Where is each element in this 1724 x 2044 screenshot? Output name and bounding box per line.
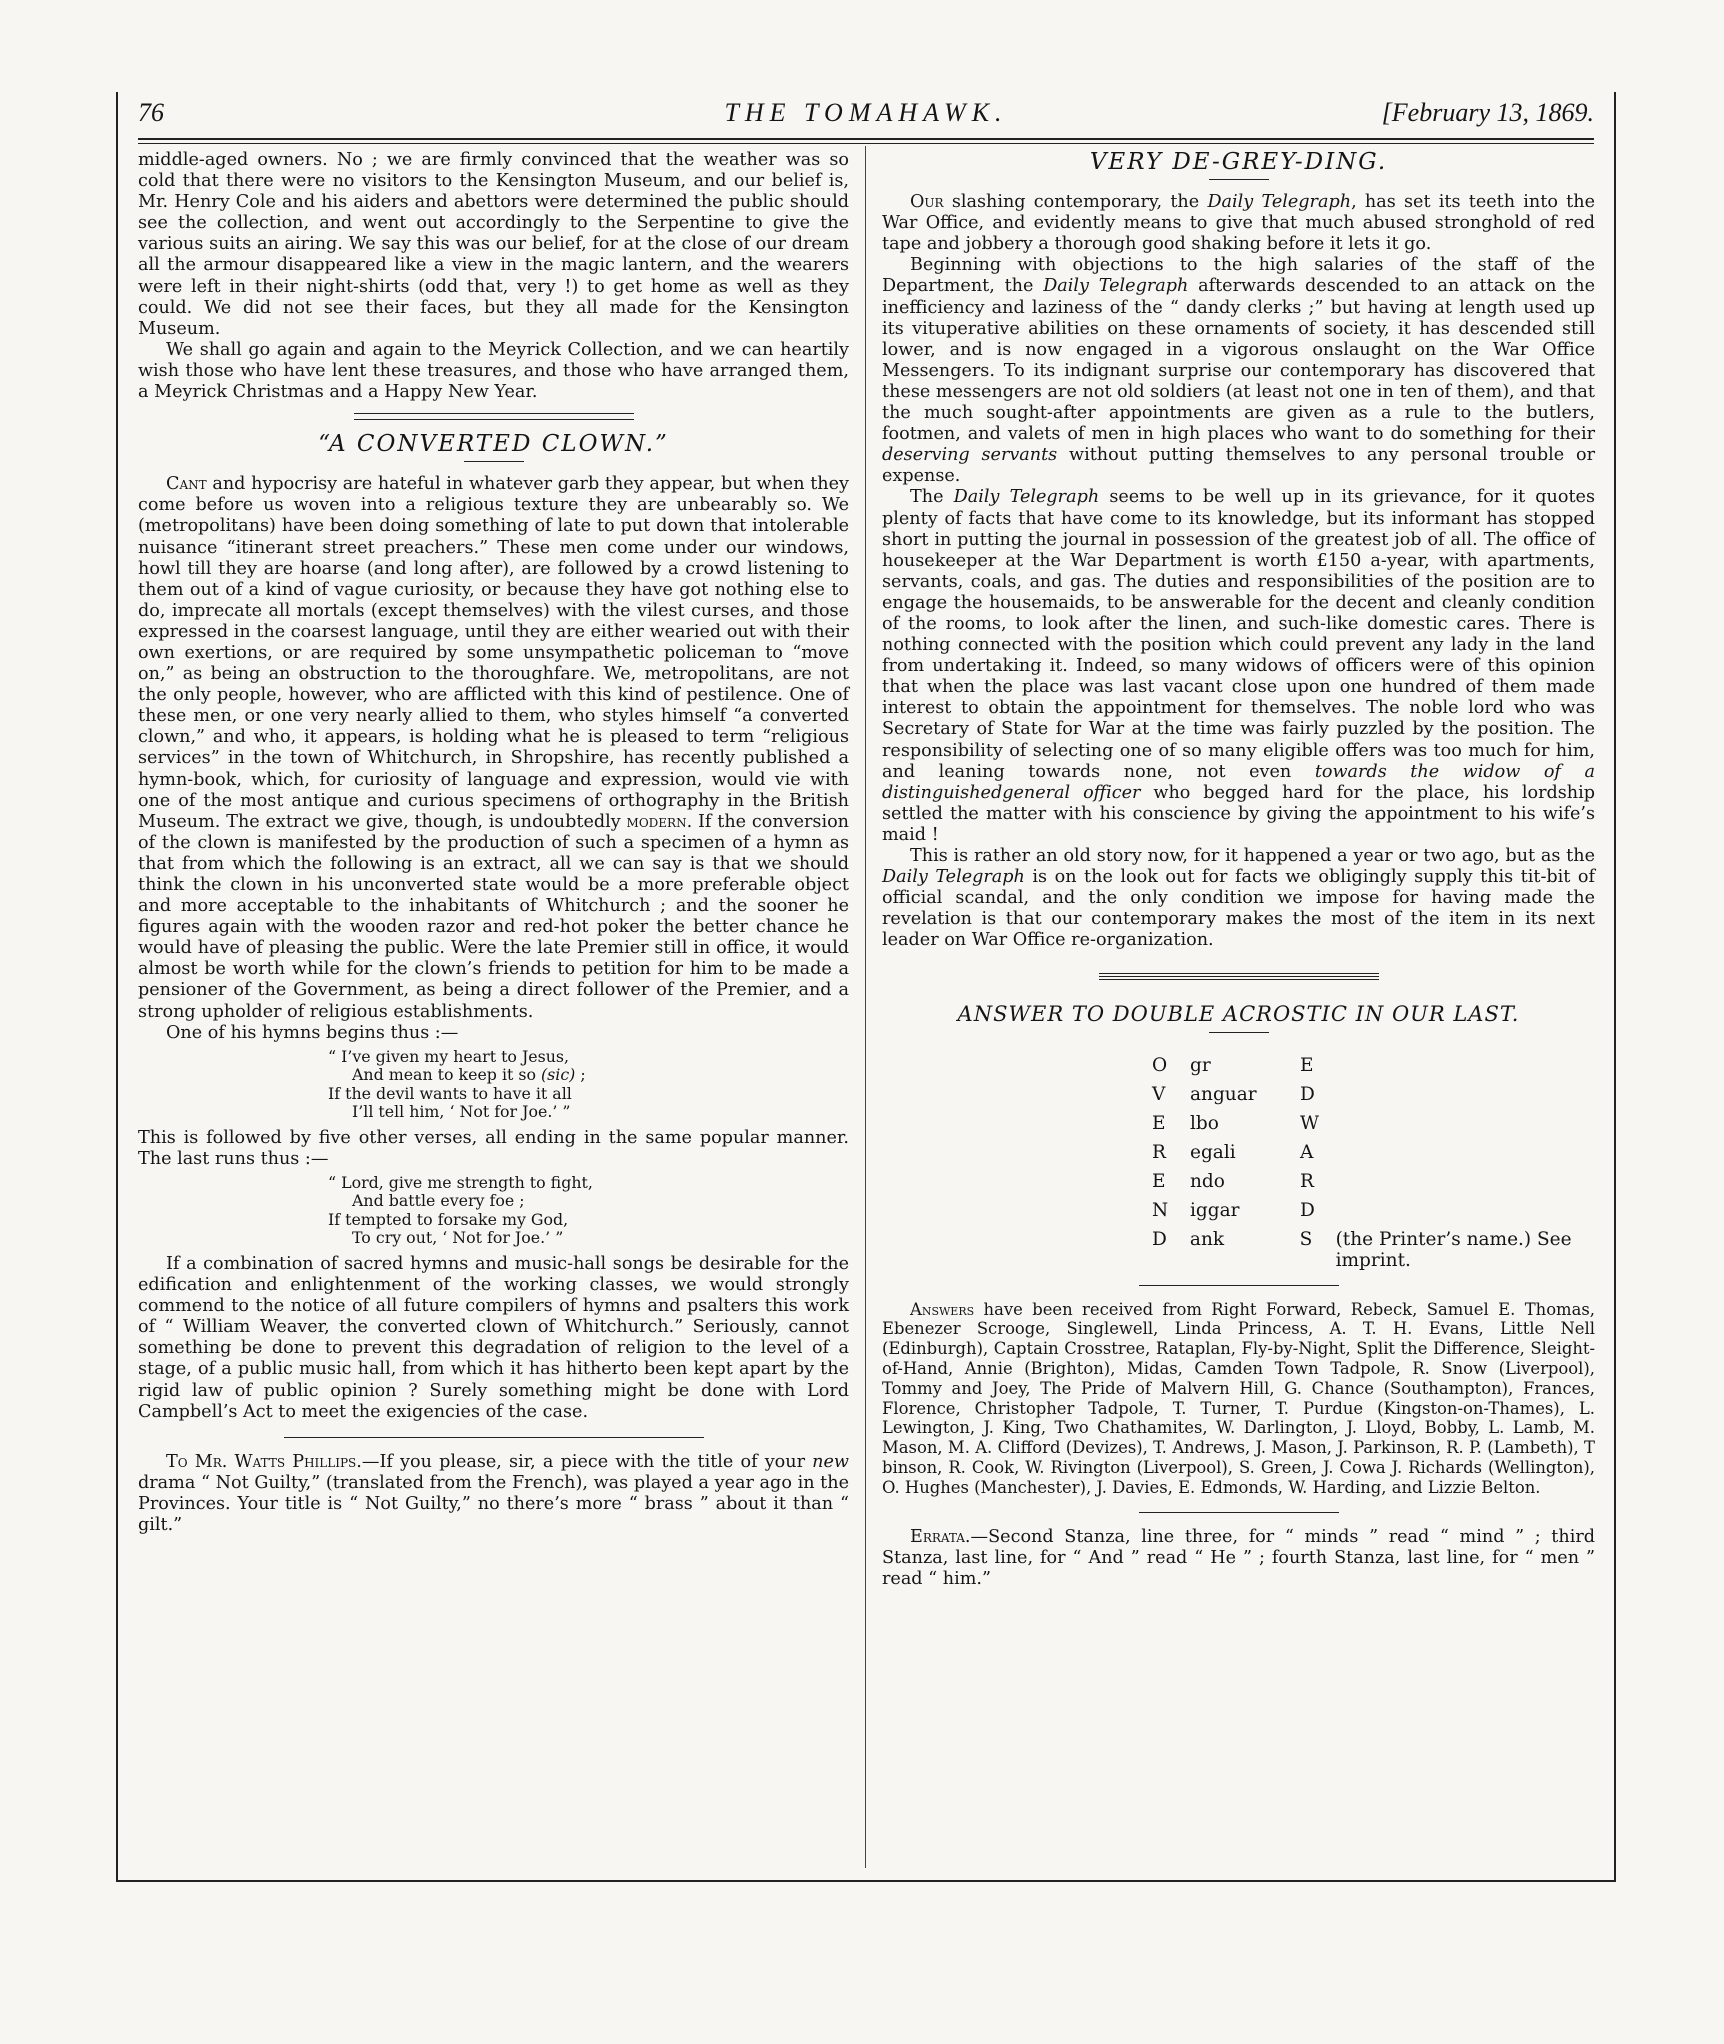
acrostic-final: E bbox=[1300, 1054, 1314, 1076]
italic-word: officer bbox=[1070, 782, 1141, 803]
text-run: afterwards descended to an attack on the inefficiency and laziness of the “ dandy clerks ;” but having at length used up its vituperative abilities on these ornaments of society, it has descended still lower, and is now engaged in a vigorous onslaught on the War Office Messengers. To its indignant surprise our contemporary has discovered that these messengers are not old soldiers (at least not one in ten of them), and that the much sought-after appointments are given as a rule to the butlers, footmen, and valets of men in high places who want to do something for their bbox=[882, 276, 1595, 445]
hymn-line: If the devil wants to have it all bbox=[328, 1083, 572, 1103]
acrostic-row bbox=[1152, 1138, 1595, 1167]
newspaper-page bbox=[116, 92, 1616, 1882]
acrostic-initial: R bbox=[1152, 1141, 1166, 1163]
acrostic-initial: D bbox=[1152, 1228, 1167, 1250]
hymn-line: “ I’ve given my heart to Jesus, bbox=[328, 1046, 570, 1066]
clown-paragraph-4: If a combination of sacred hymns and music-hall songs be desirable for the edification and enlightenment of the working classes, we would strongly commend to the notice of all future compilers of hymns and psalters this work of “ William Weaver, the converted clown of Whitchurch.” Seriously, cannot something be done to prevent this degradation of religion to the level of a stage, of a public music hall, from which it has hitherto been kept apart by the rigid law of public opinion ? Surely something might be done with Lord Campbell’s Act to meet the exigencies of the case. bbox=[138, 1253, 849, 1422]
acrostic-middle: anguar bbox=[1190, 1083, 1257, 1105]
acrostic-middle: ndo bbox=[1190, 1170, 1225, 1192]
section-divider bbox=[354, 413, 634, 420]
note-lead: To Mr. Watts Phillips. bbox=[166, 1451, 362, 1472]
hymn-line: If tempted to forsake my God, bbox=[328, 1209, 569, 1229]
text-run: Beginning with objections to the high salaries of the staff of the Department, the bbox=[882, 255, 1595, 297]
hymn-line: And battle every foe ; bbox=[352, 1191, 525, 1211]
article-heading-converted-clown: “A CONVERTED CLOWN.” bbox=[318, 431, 669, 458]
hymn-excerpt-1 bbox=[328, 1048, 849, 1122]
right-column bbox=[882, 150, 1595, 1590]
italic-word: new bbox=[812, 1451, 849, 1472]
text-run: slashing contemporary, the bbox=[943, 192, 1208, 213]
acrostic-row bbox=[1152, 1080, 1595, 1109]
italic-word: general bbox=[1002, 782, 1071, 803]
text-run: ; bbox=[575, 1065, 586, 1085]
acrostic-middle: lbo bbox=[1190, 1112, 1219, 1134]
article-heading-very-de-grey-ding: VERY DE-GREY-DING. bbox=[1089, 149, 1388, 175]
text-run: who begged hard for the place, his lordship settled the matter with his conscience by giving the appointment to his wife’s maid ! bbox=[882, 782, 1595, 845]
acrostic-row bbox=[1152, 1196, 1595, 1225]
hymn-line: “ Lord, give me strength to fight, bbox=[328, 1172, 593, 1192]
text-run: without putting themselves to any personal trouble or expense. bbox=[882, 445, 1595, 487]
acrostic-solution bbox=[1152, 1051, 1595, 1271]
hymn-line: To cry out, ‘ Not for Joe.’ ” bbox=[352, 1228, 564, 1248]
page-header bbox=[138, 98, 1594, 134]
publication-name: Daily Telegraph bbox=[953, 487, 1100, 508]
acrostic-final: W bbox=[1300, 1112, 1320, 1134]
errata-note bbox=[882, 1527, 1595, 1590]
acrostic-initial: O bbox=[1152, 1054, 1168, 1076]
acrostic-row bbox=[1152, 1109, 1595, 1138]
masthead-title: THE TOMAHAWK. bbox=[724, 98, 1008, 127]
text-run: . If the conversion of the clown is manifested by the production of such a specimen of a hymn as that from which the following is an extract, all we can say is that we should think the clown in his unconverted state would be a more preferable object and more acceptable to the inhabitants of Whitchurch ; and the sooner he figures again with the wooden razor and red-hot poker the better chance he would have of pleasing the public. Were the late Premier still in office, it would almost be worth while for the clown’s friends to petition for him to be made a pensioner of the Government, as being a direct follower of the Premier, and a strong upholder of religious establishments. bbox=[138, 811, 850, 1022]
clown-paragraph-2: One of his hymns begins thus :— bbox=[166, 1022, 459, 1043]
hymn-line bbox=[328, 1066, 849, 1085]
sic-note: (sic) bbox=[541, 1065, 576, 1085]
text-run: , has set its teeth into the War Office, and evidently means to give that much abused stronghold of red tape and jobbery a thorough good shaking before it lets it go. bbox=[882, 192, 1595, 255]
acrostic-final: S bbox=[1299, 1228, 1313, 1250]
degreyding-paragraph-1 bbox=[882, 192, 1595, 255]
column-divider bbox=[865, 146, 866, 1868]
text-run: and hypocrisy are hateful in whatever garb they appear, but when they come before us woven into a religious texture they are unbearably so. We (metropolitans) have been doing something of late to put down that intolerable nuisance “itinerant street preachers.” These men come under our windows, howl till they are hoarse (and long after), are followed by a crowd listening to them out of a kind of vague curiosity, or because they have got nothing else to do, imprecate all mortals (except themselves) with the vilest curses, and those expressed in the coarsest language, until they are either wearied out with their own exertions, or are required by some unsympathetic policeman to “move on,” as being an obstruction to the thoroughfare. We, metropolitans, are not the only people, however, who are afflicted with this kind of pestilence. One of these men, or one very nearly allied to them, who styles himself “a converted clown,” and who, it appears, is holding what he is pleased to term “religious services” in the town of Whitchurch, in Shropshire, has recently published a hymn-book, which, for curiosity of language and expression, would vie with one of the most antique and curious specimens of orthography in the British Museum. The extract we give, though, is undoubtedly bbox=[138, 474, 849, 832]
small-caps-word: modern bbox=[626, 811, 687, 832]
clown-paragraph-3: This is followed by five other verses, all ending in the same popular manner. The last runs thus :— bbox=[138, 1127, 849, 1169]
left-column bbox=[138, 150, 849, 1536]
section-divider bbox=[1099, 973, 1379, 980]
page-number: 76 bbox=[138, 98, 164, 127]
acrostic-initial: E bbox=[1152, 1112, 1166, 1134]
acrostic-middle: ank bbox=[1189, 1228, 1225, 1250]
article-heading-acrostic-answer: ANSWER TO DOUBLE ACROSTIC IN OUR LAST. bbox=[957, 1002, 1520, 1027]
issue-date: [February 13, 1869. bbox=[1381, 98, 1594, 127]
acrostic-initial: V bbox=[1152, 1083, 1166, 1105]
publication-name: Daily Telegraph bbox=[1043, 276, 1189, 297]
acrostic-row bbox=[1152, 1051, 1595, 1080]
acrostic-final: D bbox=[1300, 1199, 1315, 1221]
hymn-line: I’ll tell him, ‘ Not for Joe.’ ” bbox=[352, 1102, 571, 1122]
meyrick-paragraph-end: middle-aged owners. No ; we are firmly convinced that the weather was so cold that there were no visitors to the Kensington Museum, and our belief is, Mr. Henry Cole and his aiders and abettors were determined the public should see the collection, and went out accordingly to the Serpentine to give the various suits an airing. We say this was our belief, for at the close of our dream all the armour disappeared like a view in the magic lantern, and the wearers were left in their night-shirts (odd that, very !) to get home as well as they could. We did not see their faces, but they all made for the Kensington Museum. bbox=[138, 150, 849, 339]
acrostic-initial: N bbox=[1152, 1199, 1169, 1221]
section-divider bbox=[284, 1437, 704, 1438]
hymn-excerpt-2 bbox=[328, 1174, 849, 1248]
acrostic-final: R bbox=[1300, 1170, 1314, 1192]
text-run: is on the look out for facts we obligingly supply this tit-bit of official scandal, and the only condition we impose for having made the revelation is that our contemporary makes the most of the item in its next leader on War Office re-organization. bbox=[882, 867, 1595, 951]
clown-paragraph-1 bbox=[138, 474, 849, 1022]
section-divider bbox=[1139, 1285, 1339, 1286]
meyrick-closing-paragraph: We shall go again and again to the Meyrick Collection, and we can heartily wish those who have lent these treasures, and those who have arranged them, a Meyrick Christmas and a Happy New Year. bbox=[138, 339, 849, 403]
acrostic-initial: E bbox=[1152, 1170, 1166, 1192]
degreyding-paragraph-2 bbox=[882, 255, 1595, 487]
acrostic-middle: egali bbox=[1190, 1141, 1236, 1163]
text-run: And mean to keep it so bbox=[352, 1065, 541, 1085]
answers-received-list bbox=[882, 1300, 1595, 1498]
heading-rule bbox=[1209, 1032, 1269, 1033]
text-run: drama “ Not Guilty,” (translated from the French), was played a year ago in the Provinces. Your title is “ Not Guilty,” no there’s more “ brass ” about it than “ gilt.” bbox=[138, 1472, 849, 1535]
drop-word: Answers bbox=[910, 1299, 975, 1319]
acrostic-middle: gr bbox=[1190, 1054, 1211, 1076]
publication-name: Daily Telegraph bbox=[1207, 192, 1352, 213]
section-divider bbox=[1139, 1512, 1339, 1513]
acrostic-middle: iggar bbox=[1190, 1199, 1240, 1221]
acrostic-row bbox=[1152, 1225, 1595, 1271]
text-run: —Second Stanza, line three, for “ minds ” read “ mind ” ; third Stanza, last line, for “ And ” read “ He ” ; fourth Stanza, last line, for “ men ” read “ him.” bbox=[882, 1526, 1595, 1589]
publication-name: Daily Telegraph bbox=[882, 867, 1025, 888]
acrostic-final: A bbox=[1300, 1141, 1314, 1163]
heading-rule bbox=[464, 461, 524, 462]
italic-phrase: towards the widow of a distinguished bbox=[882, 761, 1595, 803]
acrostic-note: (the Printer’s name.) See imprint. bbox=[1335, 1228, 1572, 1271]
degreyding-paragraph-3 bbox=[882, 487, 1595, 846]
text-run: This is rather an old story now, for it happened a year or two ago, but as the bbox=[910, 846, 1595, 866]
text-run: have been received from Right Forward, Rebeck, Samuel E. Thomas, Ebenezer Scrooge, Singlewell, Linda Princess, A. T. H. Evans, Little Nell (Edinburgh), Captain Crosstree, Rataplan, Fly-by-Night, Split the Difference, Sleight-of-Hand, Annie (Brighton), Midas, Camden Town Tadpole, R. Snow (Liverpool), Tommy and Joey, The Pride of Malvern Hill, G. Chance (Southampton), Frances, Florence, Christopher Tadpole, T. Turner, T. Purdue (Kingston-on-Thames), L. Lewington, J. King, Two Chathamites, W. Darlington, J. Lloyd, Bobby, L. Lamb, M. Mason, M. A. Clifford (Devizes), T. Andrews, J. Mason, J. Parkinson, R. P. (Lambeth), T binson, R. Cook, W. Rivington (Liverpool), S. Green, J. Cowa J. Richards (Wellington), O. Hughes (Manchester), J. Davies, E. Edmonds, W. Harding, and Lizzie Belton. bbox=[882, 1299, 1595, 1497]
drop-word: Errata. bbox=[910, 1526, 971, 1547]
text-run: —If you please, sir, a piece with the title of your bbox=[361, 1451, 813, 1472]
header-rule bbox=[138, 138, 1594, 144]
text-run: seems to be well up in its grievance, for it quotes plenty of facts that have come to its knowledge, but its informant has stopped short in putting the journal in possession of the greatest job of all. The office of housekeeper at the War Department is worth £150 a-year, with apartments, servants, coals, and gas. The duties and responsibilities of the position are to engage the housemaids, to be answerable for the decent and cleanly condition of the rooms, to look after the linen, and such-like domestic cares. There is nothing connected with the position which could prevent any lady in the land from undertaking it. Indeed, so many widows of officers were of this opinion that when the place was last vacant close upon one hundred of them made interest to obtain the appointment for themselves. The noble lord who was Secretary of State for War at the time was fairly puzzled by the position. The responsibility of selecting one of so many eligible offers was too much for him, and leaning towards none, not even bbox=[882, 487, 1595, 782]
acrostic-row bbox=[1152, 1167, 1595, 1196]
acrostic-final: D bbox=[1300, 1083, 1315, 1105]
drop-word: Our bbox=[910, 192, 944, 213]
drop-word: Cant bbox=[166, 474, 207, 495]
italic-phrase: deserving servants bbox=[882, 445, 1058, 466]
heading-rule bbox=[1209, 179, 1269, 180]
text-run: The bbox=[910, 487, 954, 508]
degreyding-paragraph-4 bbox=[882, 846, 1595, 951]
watts-phillips-note bbox=[138, 1452, 849, 1536]
